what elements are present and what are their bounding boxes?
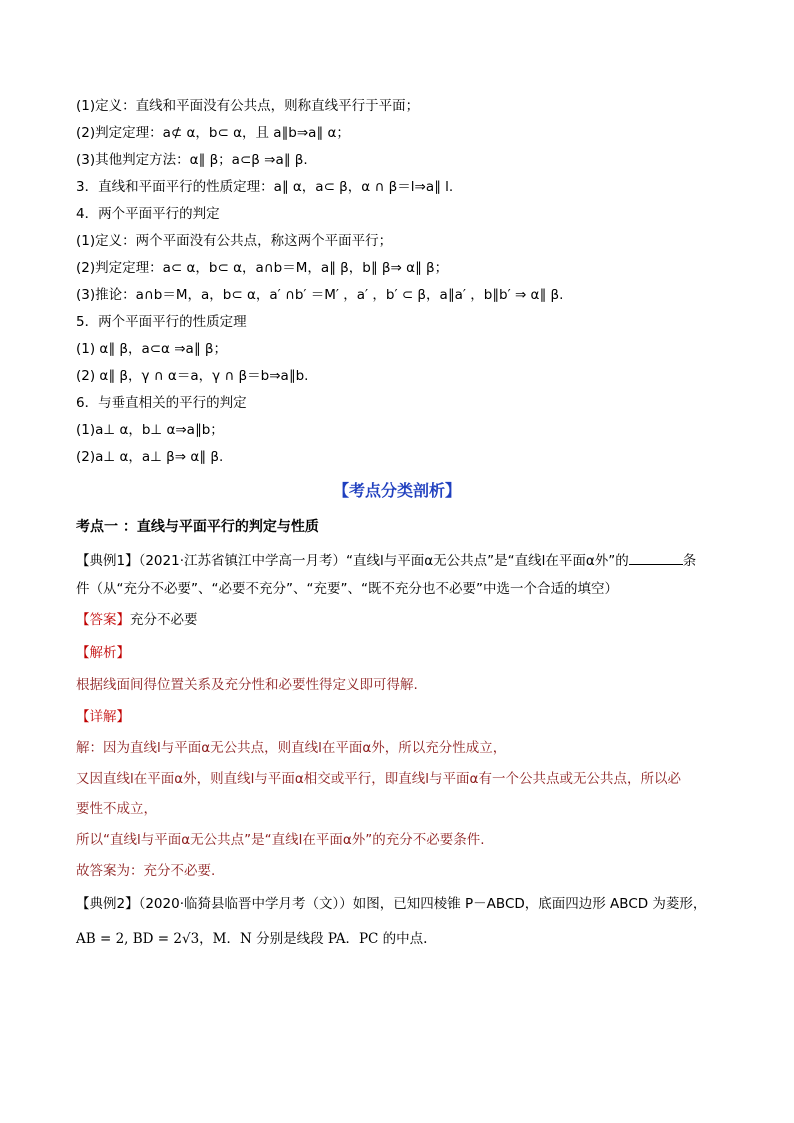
example1-line2: 件（从“充分不必要”、“必要不充分”、“充要”、“既不充分也不必要”中选一个合适的填空）	[76, 581, 618, 597]
text-line: (1)定义：两个平面没有公共点，称这两个平面平行；	[76, 233, 393, 249]
detail-line: 解：因为直线l与平面α无公共点，则直线l在平面α外，所以充分性成立，	[76, 740, 507, 756]
example2-line1	[76, 895, 706, 913]
example1-line1	[76, 551, 696, 570]
answer-text: 充分不必要	[130, 612, 198, 628]
analysis-tag: 【解析】	[76, 645, 130, 661]
text-line: (1)定义：直线和平面没有公共点，则称直线平行于平面；	[76, 98, 420, 114]
text-line: (3)推论：a∩b＝M，a，b⊂ α，a′ ∩b′ ＝M′ ，a′ ，b′ ⊂ β，a∥a′ ，b∥b′ ⇒ α∥ β.	[76, 287, 564, 303]
text-line: (2)判定定理：a⊄ α，b⊂ α，且 a∥b⇒a∥ α；	[76, 125, 350, 141]
example1-source: （2021·江苏省镇江中学高一月考）	[138, 553, 346, 569]
answer-tag: 【答案】	[76, 612, 130, 628]
example2-line2: AB = 2, BD = 2√3，M．N 分别是线段 PA．PC 的中点.	[76, 931, 428, 947]
analysis-text: 根据线面间得位置关系及充分性和必要性得定义即可得解.	[76, 677, 418, 693]
section-heading: 【考点分类剖析】	[332, 481, 461, 500]
example1-question: “直线l与平面α无公共点”是“直线l在平面α外”的	[346, 553, 629, 569]
kaodian-title: 考点一 ：直线与平面平行的判定与性质	[76, 519, 319, 535]
text-line: (1) α∥ β，a⊂α ⇒a∥ β；	[76, 341, 227, 357]
example1-tag: 【典例1】	[76, 553, 139, 569]
answer-blank	[629, 551, 683, 565]
text-line: (1)a⊥ α，b⊥ α⇒a∥b；	[76, 422, 224, 438]
example1-question-end: 条	[682, 553, 697, 569]
text-line: (2) α∥ β，γ ∩ α＝a，γ ∩ β＝b⇒a∥b.	[76, 368, 309, 384]
example2-tag: 【典例2】	[76, 896, 139, 912]
answer-line	[76, 611, 198, 629]
text-line: 6．与垂直相关的平行的判定	[76, 395, 247, 411]
detail-line: 故答案为：充分不必要.	[76, 863, 216, 879]
detail-line: 要性不成立，	[76, 801, 157, 817]
detail-line: 所以“直线l与平面α无公共点”是“直线l在平面α外”的充分不必要条件.	[76, 832, 485, 848]
text-line: (3)其他判定方法：α∥ β；a⊂β ⇒a∥ β.	[76, 152, 308, 168]
text-line: (2)a⊥ α，a⊥ β⇒ α∥ β.	[76, 449, 224, 465]
text-line: (2)判定定理：a⊂ α，b⊂ α，a∩b＝M，a∥ β，b∥ β⇒ α∥ β；	[76, 260, 449, 276]
text-line: 3．直线和平面平行的性质定理：a∥ α，a⊂ β，α ∩ β＝l⇒a∥ l.	[76, 179, 454, 195]
example2-source: （2020·临猗县临晋中学月考（文））	[138, 896, 353, 912]
detail-tag: 【详解】	[76, 709, 130, 725]
example2-question: 如图，已知四棱锥 P－ABCD，底面四边形 ABCD 为菱形，	[352, 896, 707, 912]
detail-line: 又因直线l在平面α外，则直线l与平面α相交或平行，即直线l与平面α有一个公共点或无公共点，所以必	[76, 771, 681, 787]
text-line: 4．两个平面平行的判定	[76, 206, 220, 222]
text-line: 5．两个平面平行的性质定理	[76, 314, 247, 330]
